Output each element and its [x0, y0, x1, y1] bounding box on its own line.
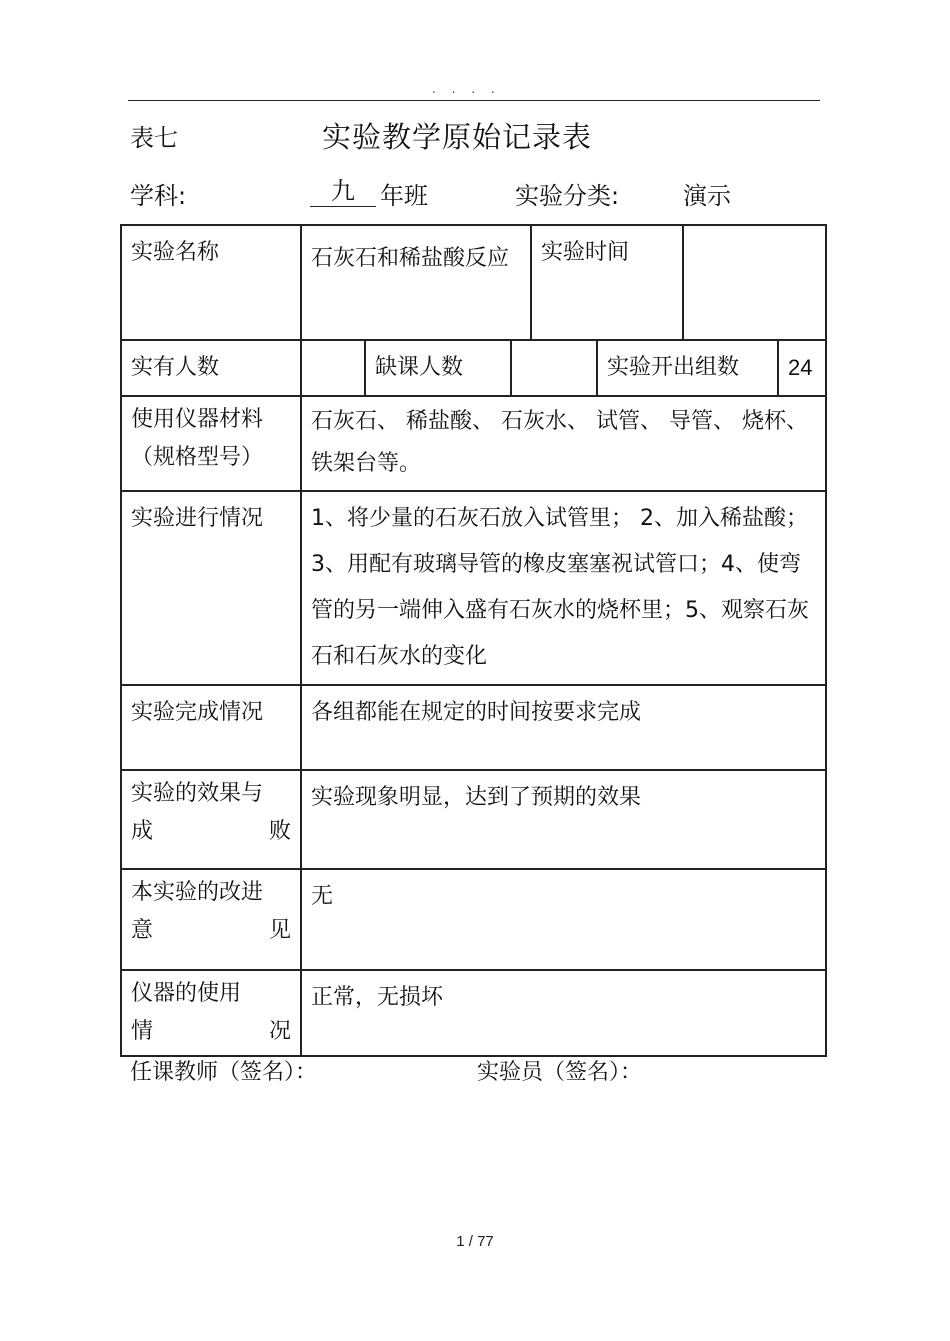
procedure-value: 1、将少量的石灰石放入试管里； 2、加入稀盐酸；3、用配有玻璃导管的橡皮塞塞祝试管口；4、使弯管的另一端伸入盛有石灰水的烧杯里；5、观察石灰石和石灰水的变化 — [301, 491, 826, 685]
procedure-label: 实验进行情况 — [121, 491, 301, 685]
row-instrument-usage — [121, 970, 826, 1056]
row-equipment — [121, 396, 826, 491]
effect-label — [121, 770, 301, 869]
page-title: 实验教学原始记录表 — [322, 120, 593, 154]
equipment-label-line2: （规格型号） — [131, 445, 264, 470]
teacher-signature-label: 任课教师（签名）： — [130, 1060, 318, 1085]
row-completion — [121, 685, 826, 770]
effect-label-line1: 实验的效果与 — [131, 781, 264, 806]
improvement-label-line1: 本实验的改进 — [131, 880, 264, 905]
row-procedure — [121, 491, 826, 685]
instrument-usage-label-char-b: 况 — [268, 1019, 291, 1044]
instrument-usage-label-line1: 仪器的使用 — [131, 981, 242, 1006]
header-dots: . . . . — [432, 82, 501, 96]
experiment-name-label: 实验名称 — [121, 225, 301, 340]
improvement-label-char-b: 见 — [268, 918, 291, 943]
effect-label-char-a: 成 — [131, 819, 154, 844]
category-label: 实验分类: — [515, 182, 620, 210]
improvement-label-char-a: 意 — [131, 918, 154, 943]
category-value: 演示 — [683, 182, 731, 210]
group-count-value: 24 — [778, 340, 826, 396]
experiment-name-value: 石灰石和稀盐酸反应 — [301, 225, 531, 340]
staff-signature-label: 实验员（签名）： — [477, 1060, 643, 1085]
row-experiment-name — [121, 225, 826, 340]
effect-label-char-b: 败 — [268, 819, 291, 844]
group-count-label: 实验开出组数 — [597, 340, 778, 396]
row-improvement — [121, 869, 826, 970]
header-rule — [128, 100, 820, 101]
row-attendance — [121, 340, 826, 396]
improvement-value: 无 — [301, 869, 826, 970]
equipment-value: 石灰石、 稀盐酸、 石灰水、 试管、 导管、 烧杯、 铁架台等。 — [301, 396, 826, 491]
effect-label-line2 — [131, 813, 291, 851]
grade-suffix: 年班 — [380, 182, 428, 210]
table-number: 表七 — [130, 124, 178, 152]
instrument-usage-label — [121, 970, 301, 1056]
completion-label: 实验完成情况 — [121, 685, 301, 770]
completion-value: 各组都能在规定的时间按要求完成 — [301, 685, 826, 770]
subject-label: 学科: — [130, 182, 187, 210]
absent-count-value — [511, 340, 597, 396]
instrument-usage-value: 正常，无损坏 — [301, 970, 826, 1056]
instrument-usage-label-line2 — [131, 1013, 291, 1051]
present-count-value — [301, 340, 365, 396]
instrument-usage-label-char-a: 情 — [131, 1019, 154, 1044]
improvement-label — [121, 869, 301, 970]
equipment-label — [121, 396, 301, 491]
grade-value: 九 — [310, 176, 376, 207]
equipment-label-line1: 使用仪器材料 — [131, 407, 264, 432]
record-table — [120, 224, 827, 1057]
improvement-label-line2 — [131, 912, 291, 950]
experiment-time-value — [683, 225, 826, 340]
page-number: 1 / 77 — [456, 1233, 494, 1250]
present-count-label: 实有人数 — [121, 340, 301, 396]
absent-count-label: 缺课人数 — [365, 340, 511, 396]
row-effect — [121, 770, 826, 869]
experiment-time-label: 实验时间 — [531, 225, 683, 340]
effect-value: 实验现象明显，达到了预期的效果 — [301, 770, 826, 869]
